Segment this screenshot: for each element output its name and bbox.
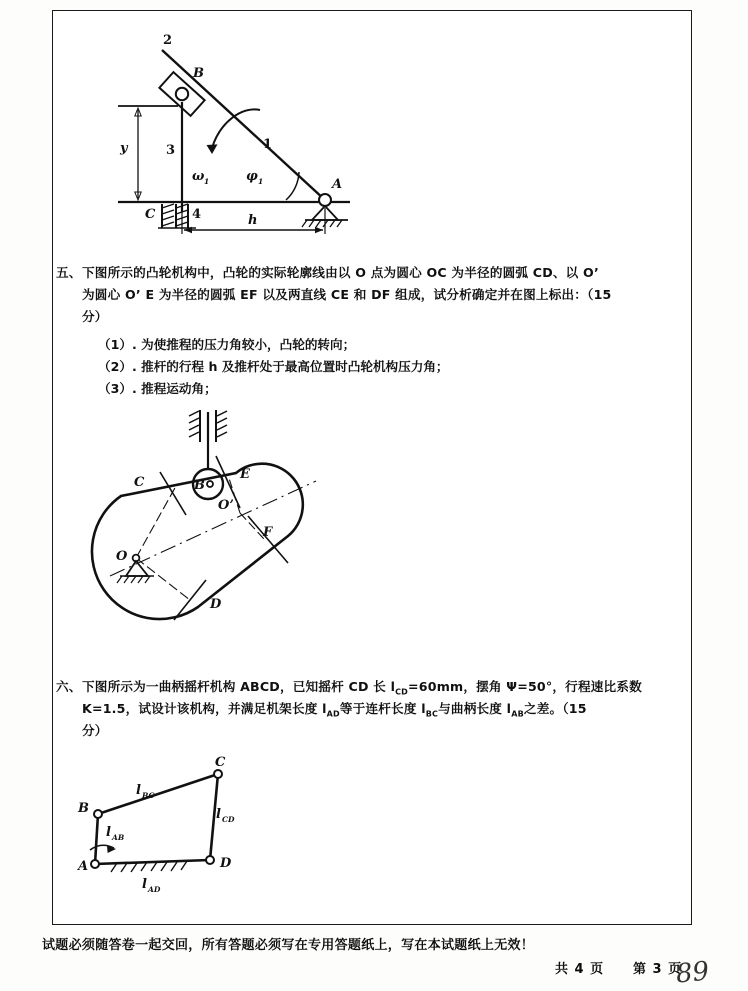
- label-E-cam: E: [240, 467, 250, 482]
- footer-total-pages: 共 4 页: [555, 962, 605, 977]
- q6-l2-part-a: K=1.5，试设计该机构，并满足机架长度 l: [82, 701, 327, 716]
- question5-item-1: （1）. 为使推程的压力角较小，凸轮的转向；: [98, 337, 356, 352]
- figure-cam-mechanism: [88, 408, 378, 638]
- label-phi-subscript: 1: [258, 177, 264, 186]
- label-B-roller: B: [194, 478, 205, 493]
- q6-l2-part-c: 与曲柄长度 l: [438, 701, 512, 716]
- q6-l1-part-b: =60mm，摆角 Ψ=50°，行程速比系数: [408, 679, 642, 694]
- handwritten-page-mark: 89: [674, 956, 711, 990]
- label-h: h: [248, 213, 258, 228]
- label-C: C: [145, 207, 156, 222]
- footer-notice: 试题必须随答卷一起交回，所有答题必须写在专用答题纸上，写在本试题纸上无效！: [42, 938, 535, 953]
- footer-current-page: 第 3 页: [633, 962, 683, 977]
- label-link-1: 1: [263, 137, 273, 152]
- q6-l2-subscript-bc: BC: [425, 709, 439, 719]
- q6-l2-subscript-ad: AD: [326, 709, 340, 719]
- label-O-prime: O’: [218, 498, 234, 513]
- label-C-cam: C: [134, 475, 145, 490]
- label-lBC-subscript: BC: [142, 791, 155, 800]
- figure-slider-crank: [100, 22, 360, 228]
- label-link-2: 2: [163, 33, 173, 48]
- figure-four-bar-linkage: [70, 752, 290, 902]
- label-D-linkage: D: [220, 856, 232, 871]
- question5-line-3: 分）: [82, 309, 108, 324]
- label-B: B: [193, 66, 204, 81]
- question5-number: 五、: [56, 265, 82, 280]
- q6-l1-subscript: CD: [395, 687, 409, 697]
- question5-line-1: 下图所示的凸轮机构中，凸轮的实际轮廓线由以 O 点为圆心 OC 为半径的圆弧 CD、以 O’: [82, 265, 599, 280]
- question6-line-3: 分）: [82, 723, 108, 738]
- label-y: y: [120, 141, 128, 156]
- question6-number: 六、: [56, 679, 82, 694]
- label-lAB-subscript: AB: [112, 833, 125, 842]
- label-lAD-subscript: AD: [148, 885, 161, 894]
- label-F-cam: F: [263, 525, 273, 540]
- label-omega-subscript: 1: [204, 177, 210, 186]
- label-A-linkage: A: [78, 859, 89, 874]
- q6-l2-subscript-ab: AB: [511, 709, 524, 719]
- label-D-cam: D: [210, 597, 222, 612]
- question5-item-3: （3）. 推程运动角；: [98, 381, 217, 396]
- label-lAD: l: [142, 877, 147, 892]
- question5-item-2: （2）. 推杆的行程 h 及推杆处于最高位置时凸轮机构压力角；: [98, 359, 449, 374]
- label-lCD-subscript: CD: [222, 815, 235, 824]
- label-omega: ω: [192, 169, 205, 184]
- label-B-linkage: B: [78, 801, 89, 816]
- label-O: O: [116, 549, 128, 564]
- q6-l2-part-b: 等于连杆长度 l: [339, 701, 426, 716]
- label-phi: φ: [246, 169, 258, 184]
- label-lBC: l: [136, 783, 141, 798]
- label-link-3: 3: [166, 143, 176, 158]
- q6-l2-part-d: 之差。（15: [523, 701, 587, 716]
- question6-line-2: [82, 698, 587, 726]
- label-link-4: 4: [192, 207, 202, 222]
- label-A: A: [332, 177, 343, 192]
- label-C-linkage: C: [215, 755, 226, 770]
- label-lCD: l: [216, 807, 221, 822]
- question5-line-2: 为圆心 O’ E 为半径的圆弧 EF 以及两直线 CE 和 DF 组成，试分析确定并在图上标出：（15: [82, 287, 612, 302]
- q6-l1-part-a: 下图所示为一曲柄摇杆机构 ABCD，已知摇杆 CD 长 l: [82, 679, 396, 694]
- label-lAB: l: [106, 825, 111, 840]
